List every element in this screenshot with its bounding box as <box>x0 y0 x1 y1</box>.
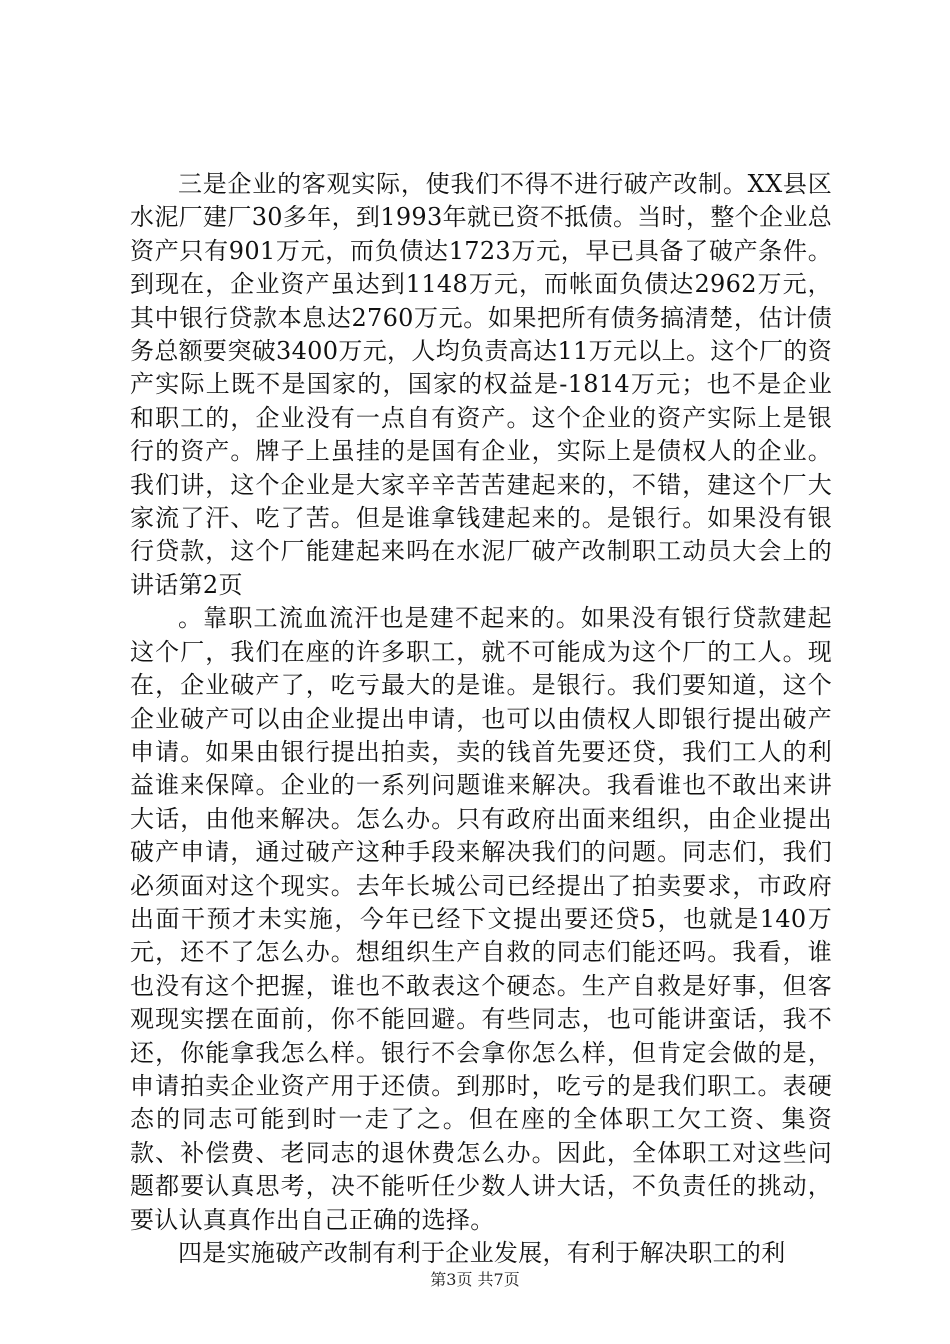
paragraph-2: 。靠职工流血流汗也是建不起来的。如果没有银行贷款建起这个厂，我们在座的许多职工，就不可能成为这个厂的工人。现在，企业破产了，吃亏最大的是谁。是银行。我们要知道，这个企业破产可以由企业提出申请，也可以由债权人即银行提出破产申请。如果由银行提出拍卖，卖的钱首先要还贷，我们工人的利益谁来保障。企业的一系列问题谁来解决。我看谁也不敢出来讲大话，由他来解决。怎么办。只有政府出面来组织，由企业提出破产申请，通过破产这种手段来解决我们的问题。同志们，我们必须面对这个现实。去年长城公司已经提出了拍卖要求，市政府出面干预才未实施，今年已经下文提出要还贷5，也就是140万元，还不了怎么办。想组织生产自救的同志们能还吗。我看，谁也没有这个把握，谁也不敢表这个硬态。生产自救是好事，但客观现实摆在面前，你不能回避。有些同志，也可能讲蛮话，我不还，你能拿我怎么样。银行不会拿你怎么样，但肯定会做的是，申请拍卖企业资产用于还债。到那时，吃亏的是我们职工。表硬态的同志可能到时一走了之。但在座的全体职工欠工资、集资款、补偿费、老同志的退休费怎么办。因此，全体职工对这些问题都要认真思考，决不能听任少数人讲大话，不负责任的挑动，要认认真真作出自己正确的选择。 <box>130 604 832 1234</box>
paragraph-1: 三是企业的客观实际，使我们不得不进行破产改制。XX县区水泥厂建厂30多年，到1993年就已资不抵债。当时，整个企业总资产只有901万元，而负债达1723万元，早已具备了破产条件。到现在，企业资产虽达到1148万元，而帐面负债达2962万元，其中银行贷款本息达2760万元。如果把所有债务搞清楚，估计债务总额要突破3400万元，人均负责高达11万元以上。这个厂的资产实际上既不是国家的，国家的权益是-1814万元；也不是企业和职工的，企业没有一点自有资产。这个企业的资产实际上是银行的资产。牌子上虽挂的是国有企业，实际上是债权人的企业。我们讲，这个企业是大家辛辛苦苦建起来的，不错，建这个厂大家流了汗、吃了苦。但是谁拿钱建起来的。是银行。如果没有银行贷款，这个厂能建起来吗在水泥厂破产改制职工动员大会上的讲话第2页 <box>130 170 832 599</box>
paragraph-3: 四是实施破产改制有利于企业发展，有利于解决职工的利 <box>178 1239 786 1267</box>
page-footer: 第3页 共7页 <box>430 1270 520 1289</box>
document-body <box>130 168 832 1270</box>
